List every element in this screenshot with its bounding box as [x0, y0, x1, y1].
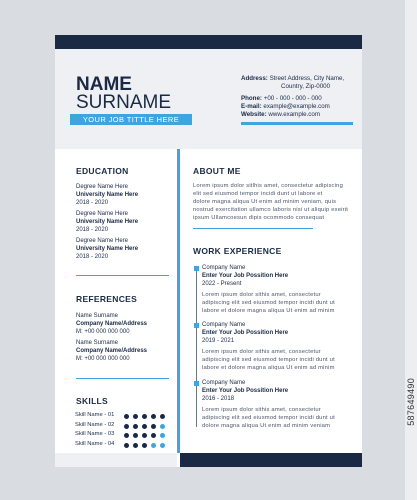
- about-line: elit sed eiusmod tempor incidi dunt ut labore et: [193, 191, 323, 197]
- skill-label: Skill Name - 02: [75, 421, 115, 428]
- skill-dot-filled: [151, 424, 156, 429]
- skill-dot-filled: [124, 443, 129, 448]
- education-school: University Name Here: [76, 219, 139, 225]
- skill-dot-filled: [142, 443, 147, 448]
- skill-dot-filled: [142, 414, 147, 419]
- education-rule: [76, 275, 169, 276]
- timeline-marker: [194, 266, 199, 271]
- experience-years: 2016 - 2018: [202, 396, 235, 402]
- skill-dot-empty: [160, 433, 165, 438]
- reference-phone: M: +00 000 000 000: [76, 356, 130, 362]
- skill-dot-filled: [133, 433, 138, 438]
- job-title-banner: YOUR JOB TITTLE HERE: [70, 114, 192, 125]
- experience-company: Company Name: [202, 322, 246, 328]
- experience-line: adipiscing elit sed eiusmod tempor incidi dunt ut: [202, 415, 335, 421]
- education-years: 2018 - 2020: [76, 227, 109, 233]
- education-school: University Name Here: [76, 192, 139, 198]
- bottom-bar-right: [180, 453, 362, 467]
- about-rule: [193, 228, 313, 229]
- references-rule: [76, 378, 169, 379]
- column-divider: [177, 149, 180, 453]
- education-title: EDUCATION: [76, 166, 129, 176]
- skill-dot-filled: [124, 424, 129, 429]
- education-school: University Name Here: [76, 246, 139, 252]
- resume-page: [55, 35, 362, 467]
- about-line: nostrud exercitation ullamco laboris nisi ut aliquip exeirit: [193, 207, 349, 213]
- skill-label: Skill Name - 04: [75, 440, 115, 447]
- about-title: ABOUT ME: [193, 166, 241, 176]
- email-line: E-mail: example@example.com: [241, 103, 330, 110]
- experience-line: Lorem ipsum dolor sithis amet, consectetur: [202, 407, 321, 413]
- timeline-marker: [194, 381, 199, 386]
- about-line: dolore magna aliqua Ut enim ad minim veniam, quis: [193, 199, 337, 205]
- experience-line: adipiscing elit sed eiusmod tempor incidi dunt ut: [202, 300, 335, 306]
- experience-title: WORK EXPERIENCE: [193, 246, 282, 256]
- reference-company: Company Name/Address: [76, 321, 148, 327]
- references-title: REFERENCES: [76, 294, 138, 304]
- skill-dot-filled: [133, 414, 138, 419]
- education-degree: Degree Name Here: [76, 184, 129, 190]
- skill-dot-filled: [142, 433, 147, 438]
- experience-years: 2022 - Present: [202, 281, 242, 287]
- reference-phone: M: +00 000 000 000: [76, 329, 130, 335]
- first-name: NAME: [76, 74, 132, 95]
- experience-line: dolore magna aliqua Ut enim ad minim veniam: [202, 423, 331, 429]
- reference-name: Name Surname: [76, 313, 119, 319]
- skill-dot-filled: [133, 443, 138, 448]
- skill-dot-empty: [151, 443, 156, 448]
- phone-line: Phone: +00 - 000 - 000 - 000: [241, 95, 322, 102]
- about-line: Lorem ipsum dolor sitlhis amet, consectetur adipiscing: [193, 183, 343, 189]
- experience-line: labore et dolore magna aliqua Ut enim ad minim: [202, 365, 335, 371]
- top-bar: [55, 35, 362, 49]
- contact-underline: [241, 122, 353, 125]
- stock-image-id: 587649490: [406, 378, 416, 426]
- experience-position: Enter Your Job Possition Here: [202, 388, 289, 394]
- skills-title: SKILLS: [76, 396, 109, 406]
- experience-position: Enter Your Job Possition Here: [202, 330, 289, 336]
- reference-company: Company Name/Address: [76, 348, 148, 354]
- surname: SURNAME: [76, 92, 172, 113]
- skill-dot-filled: [151, 433, 156, 438]
- skill-dot-filled: [160, 414, 165, 419]
- timeline-marker: [194, 323, 199, 328]
- education-degree: Degree Name Here: [76, 211, 129, 217]
- experience-company: Company Name: [202, 380, 246, 386]
- skill-dot-filled: [142, 424, 147, 429]
- bottom-bar-left: [55, 453, 177, 467]
- skill-dot-filled: [151, 414, 156, 419]
- reference-name: Name Surname: [76, 340, 119, 346]
- about-line: ipsum Ullamcoesun dipis ocommodo consequat: [193, 215, 325, 221]
- experience-line: adipiscing elit sed eiusmod tempor incidi dunt ut: [202, 357, 335, 363]
- skill-dot-empty: [160, 424, 165, 429]
- skill-dot-filled: [133, 424, 138, 429]
- experience-position: Enter Your Job Possition Here: [202, 273, 289, 279]
- education-years: 2018 - 2020: [76, 254, 109, 260]
- timeline-line: [196, 267, 197, 427]
- education-degree: Degree Name Here: [76, 238, 129, 244]
- skill-label: Skill Name - 03: [75, 431, 115, 437]
- experience-line: labore et dolore magna aliqua Ut enim ad minim: [202, 308, 335, 314]
- address-line-2: Country, Zip-0000: [281, 83, 331, 90]
- experience-line: Lorem ipsum dolor sithis amet, consectetur: [202, 349, 321, 355]
- website-line: Website: www.example.com: [241, 111, 320, 118]
- skill-dot-filled: [124, 414, 129, 419]
- skill-dot-filled: [124, 433, 129, 438]
- experience-years: 2019 - 2021: [202, 338, 235, 344]
- address-line-1: Address: Street Address, City Name,: [241, 75, 345, 82]
- experience-company: Company Name: [202, 265, 246, 271]
- experience-line: Lorem ipsum dolor sithis amet, consectetur: [202, 292, 321, 298]
- skill-dot-empty: [160, 443, 165, 448]
- skill-label: Skill Name - 01: [75, 412, 115, 418]
- education-years: 2018 - 2020: [76, 200, 109, 206]
